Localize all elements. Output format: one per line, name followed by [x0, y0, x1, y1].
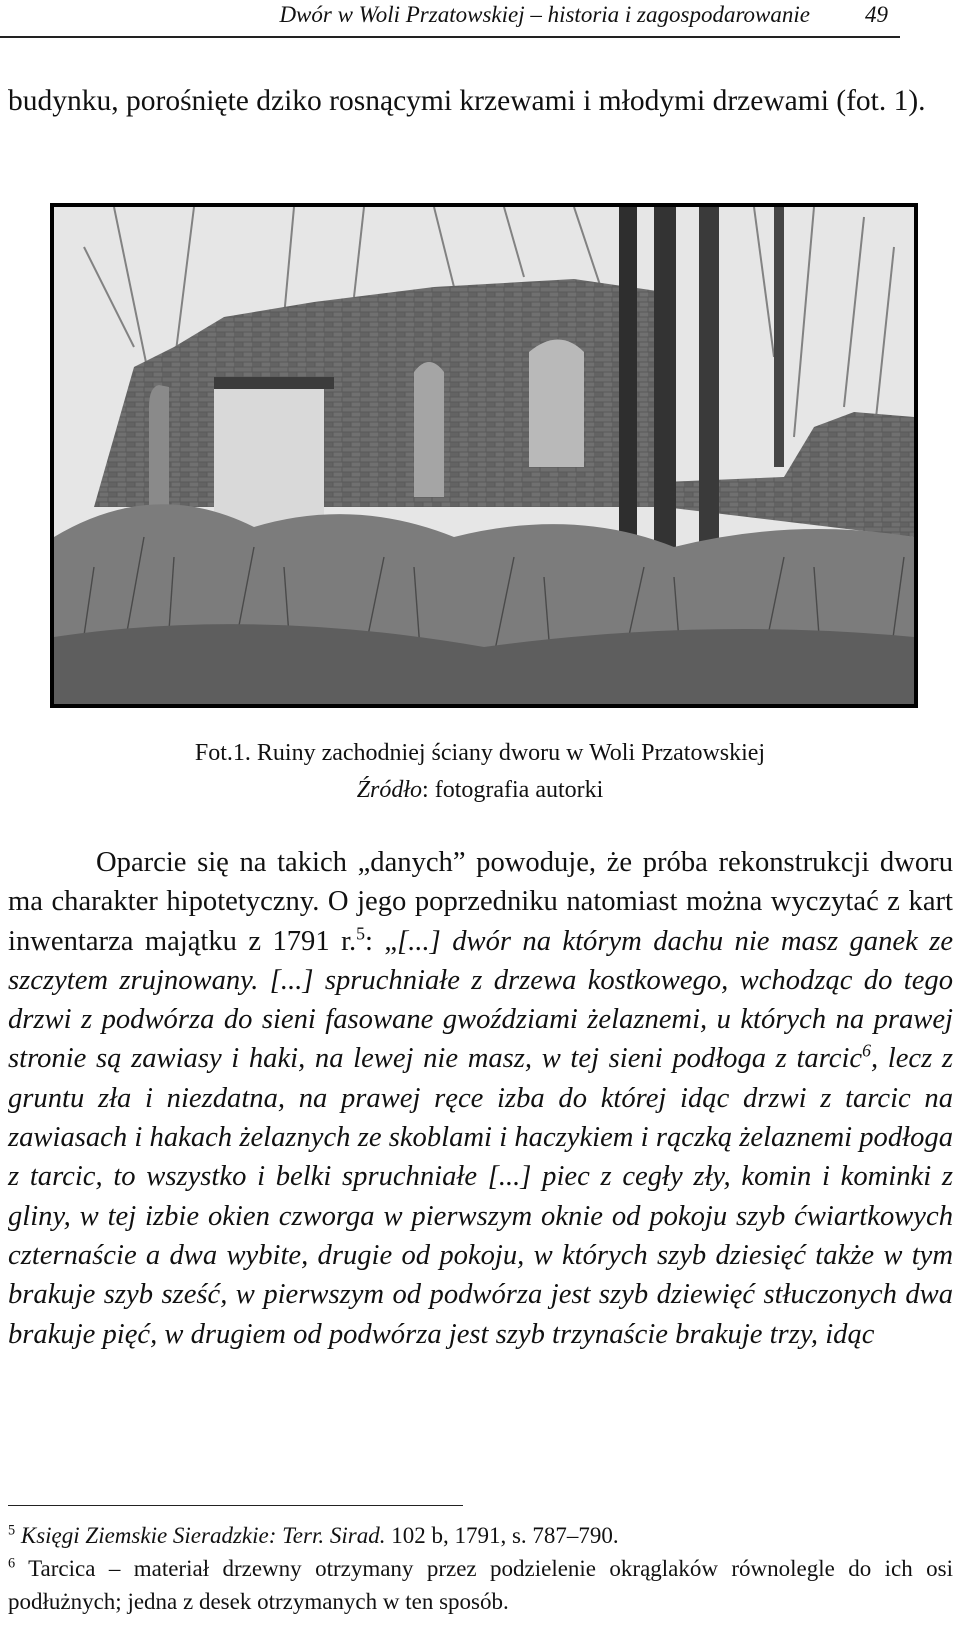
running-header-title: Dwór w Woli Przatowskiej – historia i zagospodarowanie	[279, 2, 810, 27]
quote-lead-in: : „	[365, 925, 398, 957]
intro-paragraph: budynku, porośnięte dziko rosnącymi krzewami i młodymi drzewami (fot. 1).	[8, 85, 926, 117]
footnote-separator	[8, 1505, 463, 1506]
footnote-5-number: 5	[8, 1522, 16, 1539]
inventory-quote-part-2: , lecz z gruntu zła i niezdatna, na prawej ręce izba do której idąc drzwi z tarcic na zawiasach i hakach żelaznych ze skoblami i haczykiem i rączką żelaznemi podłoga z tarcic, to wszystko i belki spruchniałe [...] piec z cegły zły, komin i kominki z gliny, w tej izbie okien czworga w pierwszym oknie od pokoju szyb ćwiartkowych czternaście a dwa wybite, drugie od pokoju, w których szyb dziesięć także w tym brakuje szyb sześć, w pierwszym od podwórza jest szyb dziewięć stłuczonych dwa brakuje pięć, w drugiem od podwórza jest szyb trzynaście brakuje trzy, idąc	[8, 1043, 953, 1350]
footnote-6-number: 6	[8, 1555, 16, 1572]
figure-source	[0, 772, 960, 809]
inventory-quote-part-1: [...] dwór na którym dachu nie masz ganek ze szczytem zrujnowany. [...] spruchniałe z drzewa kostkowego, wchodząc do tego drzwi z podwórza do sieni fasowane gwoździami żelaznemi, u których na prawej stronie są zawiasy i haki, na lewej nie masz, w tej sieni podłoga z tarcic	[8, 925, 954, 1075]
footnote-6	[8, 1552, 953, 1618]
figure-source-text: : fotografia autorki	[422, 777, 604, 803]
running-header	[0, 0, 900, 38]
footnote-5-source: Księgi Ziemskie Sieradzkie: Terr. Sirad.	[20, 1523, 386, 1548]
footnote-5-pages: 102 b, 1791, s. 787–790.	[385, 1523, 619, 1548]
figure-caption-block	[0, 735, 960, 809]
footnote-5	[8, 1519, 953, 1552]
main-paragraph	[8, 843, 953, 1354]
footnote-reference-6[interactable]: 6	[862, 1040, 871, 1061]
footnotes	[8, 1519, 953, 1618]
figure-caption: Fot.1. Ruiny zachodniej ściany dworu w Woli Przatowskiej	[194, 740, 766, 766]
page-number: 49	[865, 2, 888, 27]
figure-source-label: Źródło	[356, 777, 423, 803]
footnote-reference-5[interactable]: 5	[356, 923, 366, 944]
ruins-photograph	[50, 203, 918, 708]
main-paragraph-opening: Oparcie się na takich „danych” powoduje, że próba rekonstrukcji dworu ma charakter hipotetyczny. O jego poprzedniku natomiast można wyczytać z kart inwentarza majątku z 1791 r.	[8, 847, 953, 957]
footnote-6-text: Tarcica – materiał drzewny otrzymany przez podzielenie okrąglaków równolegle do ich osi podłużnych; jedna z desek otrzymanych w ten sposób.	[8, 1556, 953, 1614]
